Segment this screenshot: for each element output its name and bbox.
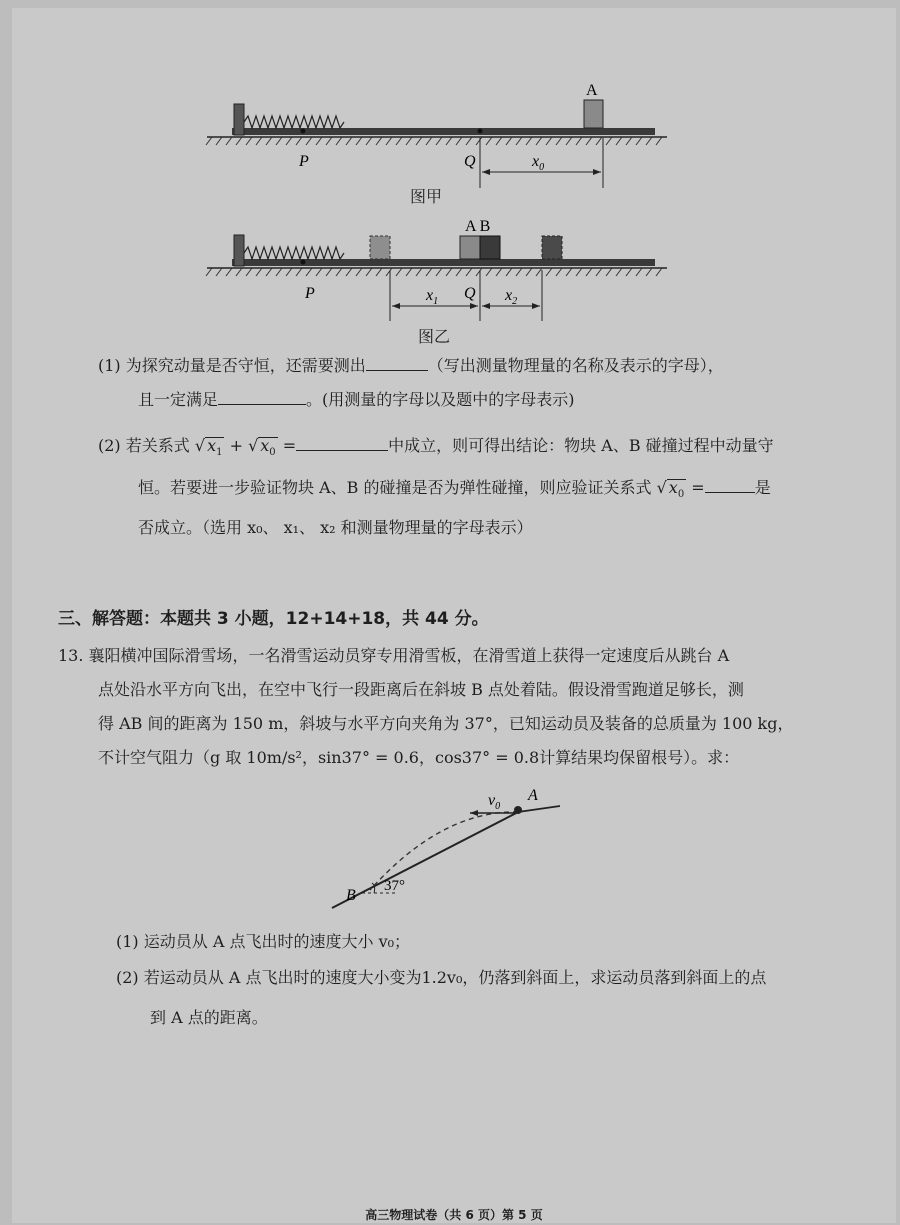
- q12-part2-line3: [138, 518, 533, 538]
- slope-label-A: A: [528, 787, 538, 804]
- figure-a-diagram: [202, 70, 672, 190]
- q12-part2-line1: [98, 436, 774, 461]
- fig-b-label-AB: A B: [465, 218, 491, 235]
- q13-sub2-line1: (2) 若运动员从 A 点飞出时的速度大小变为1.2v₀，仍落到斜面上，求运动员落到斜面上的点: [116, 968, 767, 987]
- sqrt-x0: √ $x_0$: [248, 436, 278, 455]
- fig-b-label-x2: $x_2$: [505, 287, 518, 307]
- figure-a-caption: 图甲: [410, 187, 443, 206]
- equals-sign-2: =: [691, 478, 705, 497]
- answer-blank[interactable]: [705, 478, 755, 493]
- q13-line3: 得 AB 间的距离为 150 m，斜坡与水平方向夹角为 37°，已知运动员及装备的总质量为 100 kg，: [98, 714, 794, 733]
- answer-blank[interactable]: [366, 356, 428, 371]
- fig-b-label-x1: $x_1$: [426, 287, 439, 307]
- section-heading: 三、解答题：本题共 3 小题，12+14+18，共 44 分。: [58, 609, 489, 629]
- equals-sign: =: [282, 436, 297, 455]
- page-footer: 高三物理试卷（共 6 页）第 5 页: [365, 1208, 543, 1222]
- q13-line4: 不计空气阻力（g 取 10m/s²，sin37° = 0.6，cos37° = 0.8计算结果均保留根号）。求：: [98, 748, 740, 767]
- q12-p1-text-c: 且一定满足: [138, 390, 219, 409]
- q12-p2-text-e: 否成立。（选用 x₀、 x₁、 x₂ 和测量物理量的字母表示）: [138, 518, 533, 537]
- fig-a-label-A: A: [586, 82, 598, 99]
- q12-p1-text-d: 。(用测量的字母以及题中的字母表示): [306, 390, 575, 409]
- q13-sub1: (1) 运动员从 A 点飞出时的速度大小 v₀；: [116, 932, 411, 951]
- slope-label-v0: $v_0$: [488, 792, 501, 812]
- q12-p2-text-d: 是: [754, 478, 771, 497]
- sqrt-x1: √ $x_1$: [195, 436, 225, 455]
- fig-a-label-P: P: [299, 153, 309, 170]
- q13-line1: 13. 襄阳横冲国际滑雪场，一名滑雪运动员穿专用滑雪板，在滑雪道上获得一定速度后从跳台 A: [58, 646, 730, 665]
- q13-sub2-line2: 到 A 点的距离。: [150, 1008, 268, 1027]
- slope-diagram: [322, 780, 582, 920]
- q12-part1-line1: [98, 356, 724, 376]
- figure-b-diagram: [202, 208, 672, 323]
- slope-label-angle: 37°: [384, 878, 405, 894]
- q12-p1-text-a: (1) 为探究动量是否守恒，还需要测出: [98, 356, 366, 375]
- fig-a-label-Q: Q: [464, 153, 476, 170]
- slope-label-B: B: [346, 887, 356, 904]
- fig-a-label-x0: $x_0$: [532, 153, 545, 173]
- answer-blank[interactable]: [218, 390, 306, 405]
- answer-blank[interactable]: [296, 436, 388, 451]
- plus-sign: +: [229, 436, 243, 455]
- fig-b-label-Q: Q: [464, 285, 476, 302]
- sqrt-x0-2: √ $x_0$: [657, 478, 687, 497]
- q12-p1-text-b: （写出测量物理量的名称及表示的字母），: [427, 356, 724, 375]
- q12-part2-line2: [138, 478, 771, 503]
- exam-page: [12, 8, 896, 1223]
- q12-p2-text-c: 恒。若要进一步验证物块 A、B 的碰撞是否为弹性碰撞，则应验证关系式: [138, 478, 652, 497]
- q13-line2: 点处沿水平方向飞出，在空中飞行一段距离后在斜坡 B 点处着陆。假设滑雪跑道足够长，测: [98, 680, 744, 699]
- q12-p2-text-b: 中成立，则可得出结论：物块 A、B 碰撞过程中动量守: [388, 436, 774, 455]
- fig-b-label-P: P: [305, 285, 315, 302]
- q12-p2-text-a: (2) 若关系式: [98, 436, 190, 455]
- q12-part1-line2: [138, 390, 575, 410]
- figure-b-caption: 图乙: [418, 327, 451, 346]
